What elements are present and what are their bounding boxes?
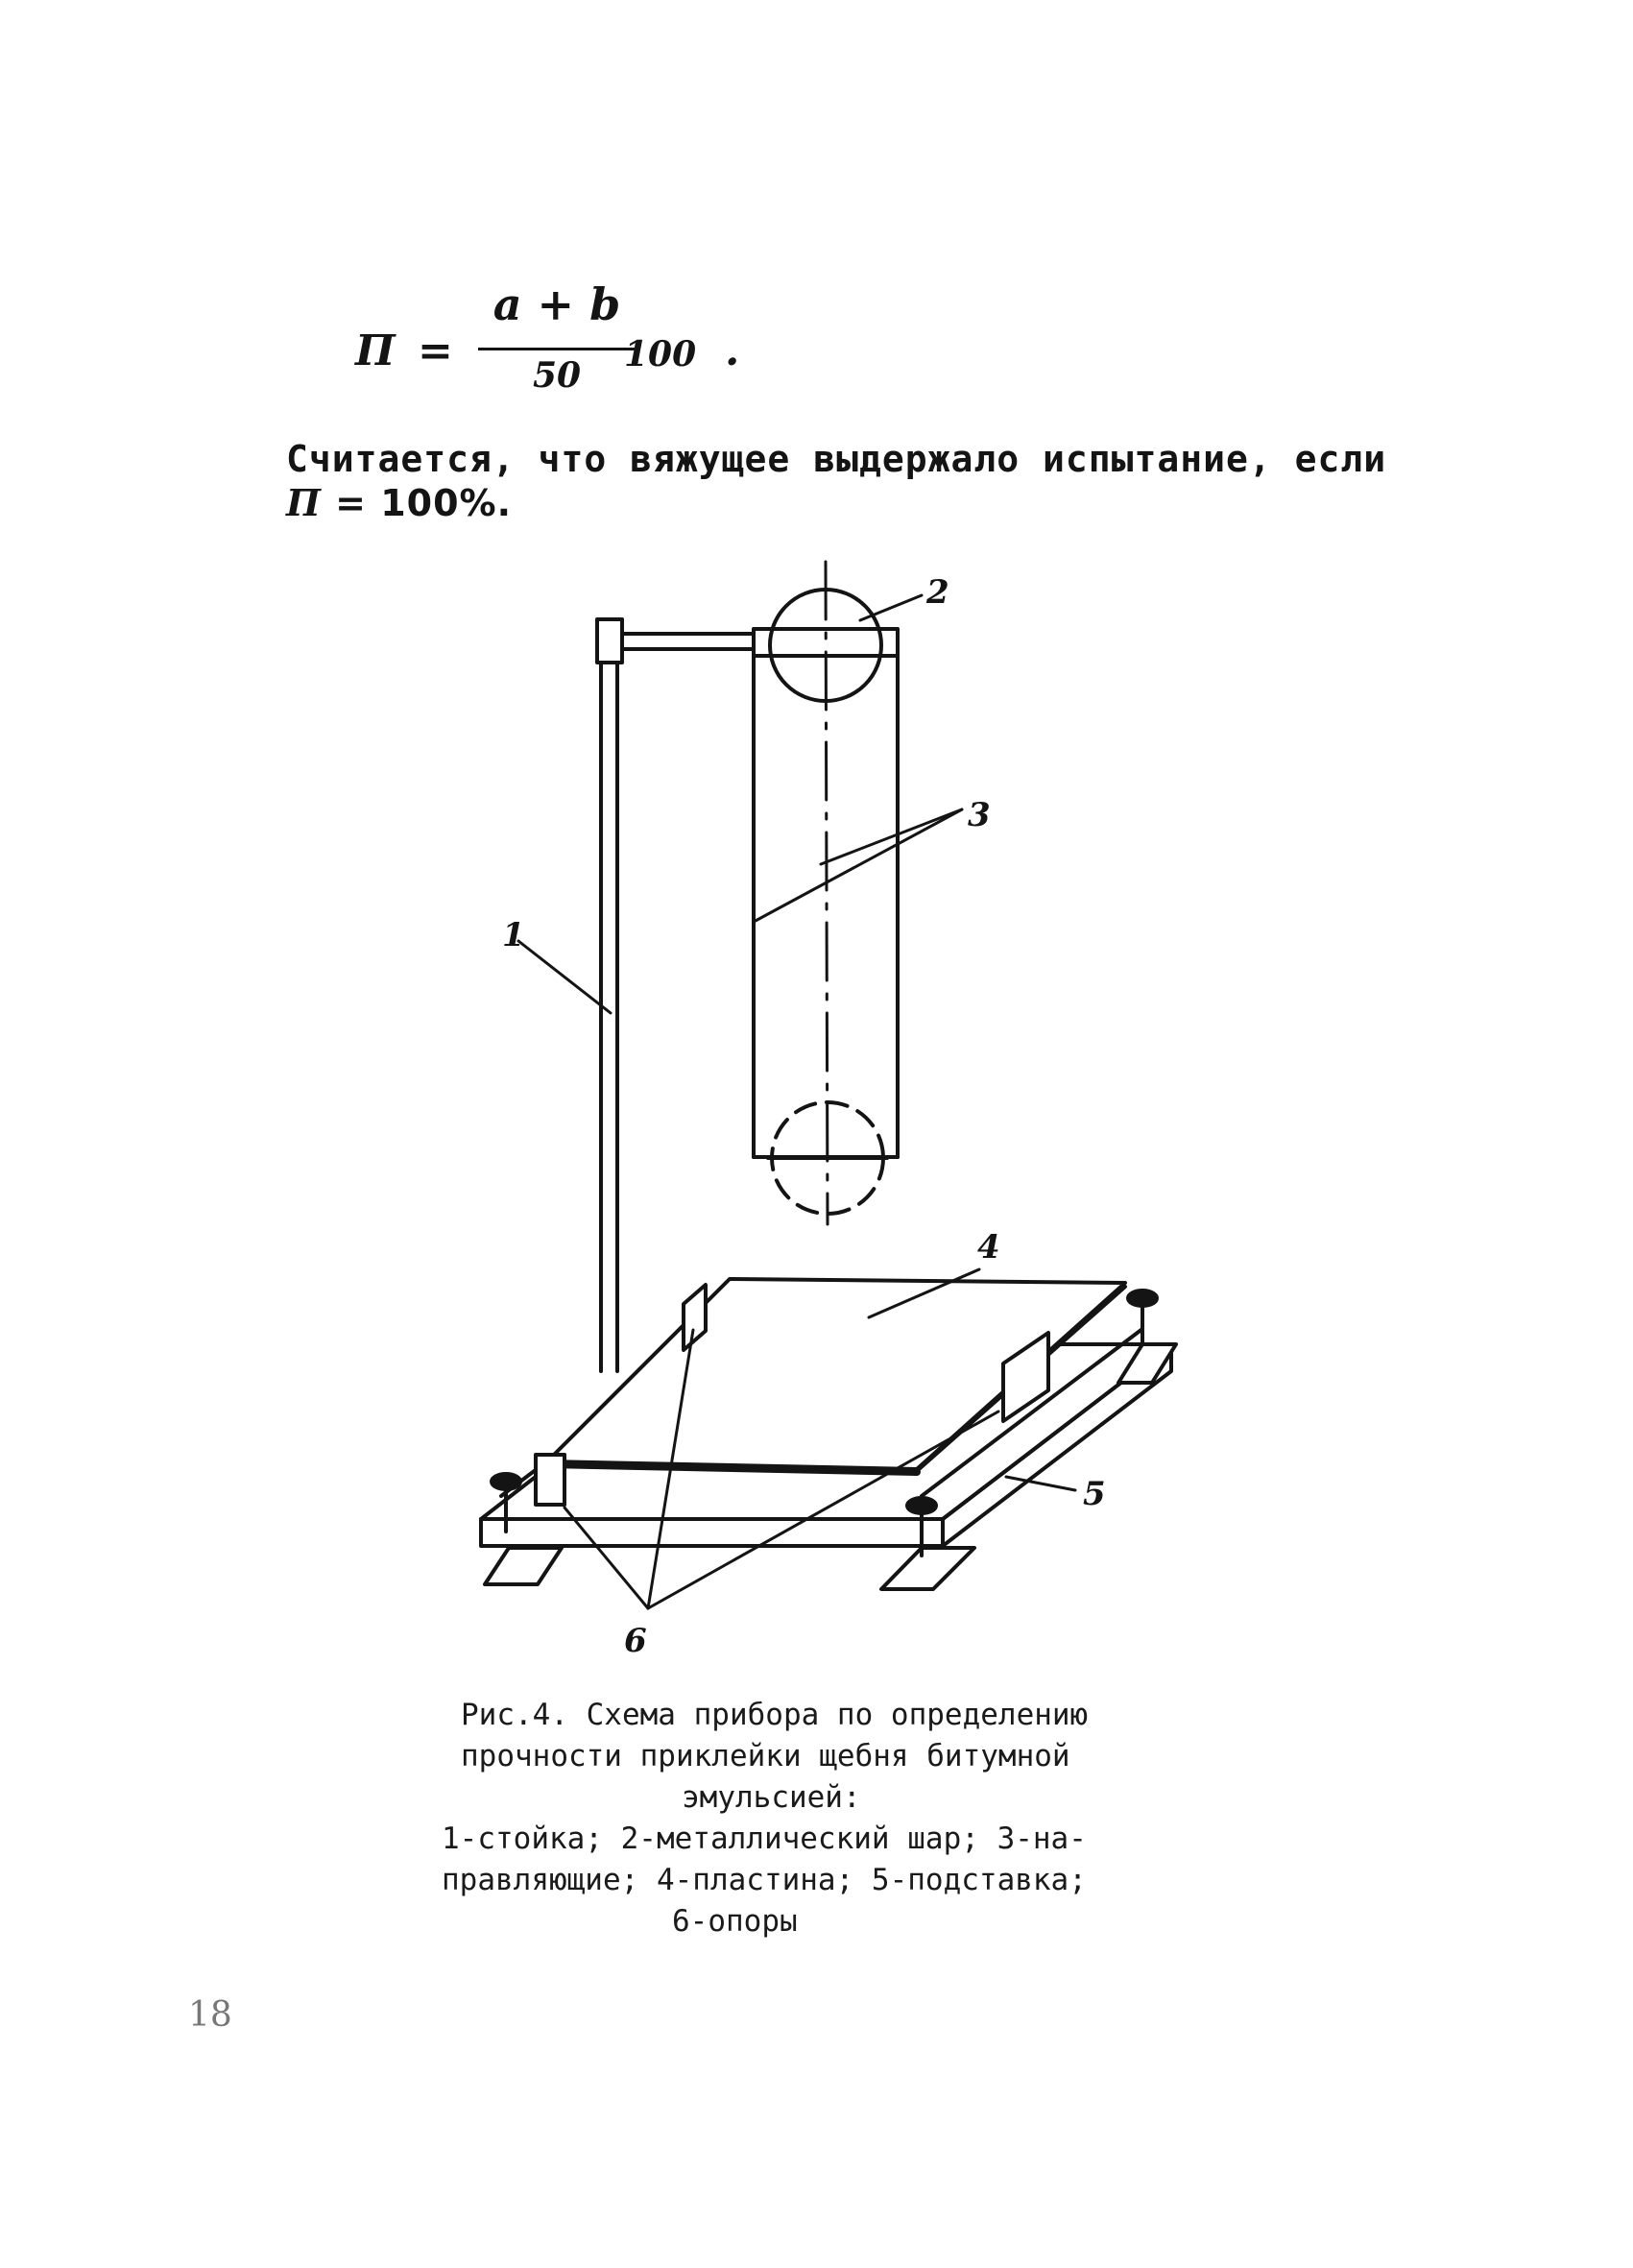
caption-line-4: 1-стойка; 2-металлический шар; 3-на- xyxy=(442,1822,1087,1856)
leader-2 xyxy=(860,595,922,620)
caption-line-3: эмульсией: xyxy=(682,1780,861,1815)
label-6: 6 xyxy=(624,1622,647,1660)
caption-line-6: 6-опоры xyxy=(672,1904,798,1939)
paragraph-line-1: Считается, что вяжущее выдержало испытание, если xyxy=(286,438,1387,480)
leader-6a xyxy=(564,1508,648,1608)
leader-3a xyxy=(821,809,962,864)
caption-line-2: прочности приклейки щебня битумной xyxy=(461,1739,1070,1773)
formula-period: . xyxy=(725,326,740,375)
leader-1 xyxy=(518,941,611,1013)
label-1: 1 xyxy=(502,916,525,954)
caption-line-1: Рис.4. Схема прибора по определению xyxy=(461,1698,1089,1732)
label-2: 2 xyxy=(926,573,949,612)
label-4: 4 xyxy=(977,1228,1000,1267)
formula-equals: = xyxy=(418,326,453,375)
leader-3b xyxy=(754,809,962,922)
stand xyxy=(597,619,754,1371)
paragraph-p-symbol: П xyxy=(286,481,322,524)
center-axis xyxy=(826,562,828,1224)
formula-multiplier: 100 xyxy=(624,334,697,374)
page-number: 18 xyxy=(188,1995,232,2035)
label-5: 5 xyxy=(1083,1475,1106,1513)
formula-lhs: П xyxy=(355,326,396,375)
figure-caption xyxy=(442,1695,1190,1942)
label-3: 3 xyxy=(968,796,991,834)
paragraph-line-2-rest: = 100%. xyxy=(321,482,513,524)
caption-line-5: правляющие; 4-пластина; 5-подставка; xyxy=(442,1863,1087,1897)
formula-numerator: a + b xyxy=(492,278,621,330)
formula-denominator: 50 xyxy=(532,355,582,396)
